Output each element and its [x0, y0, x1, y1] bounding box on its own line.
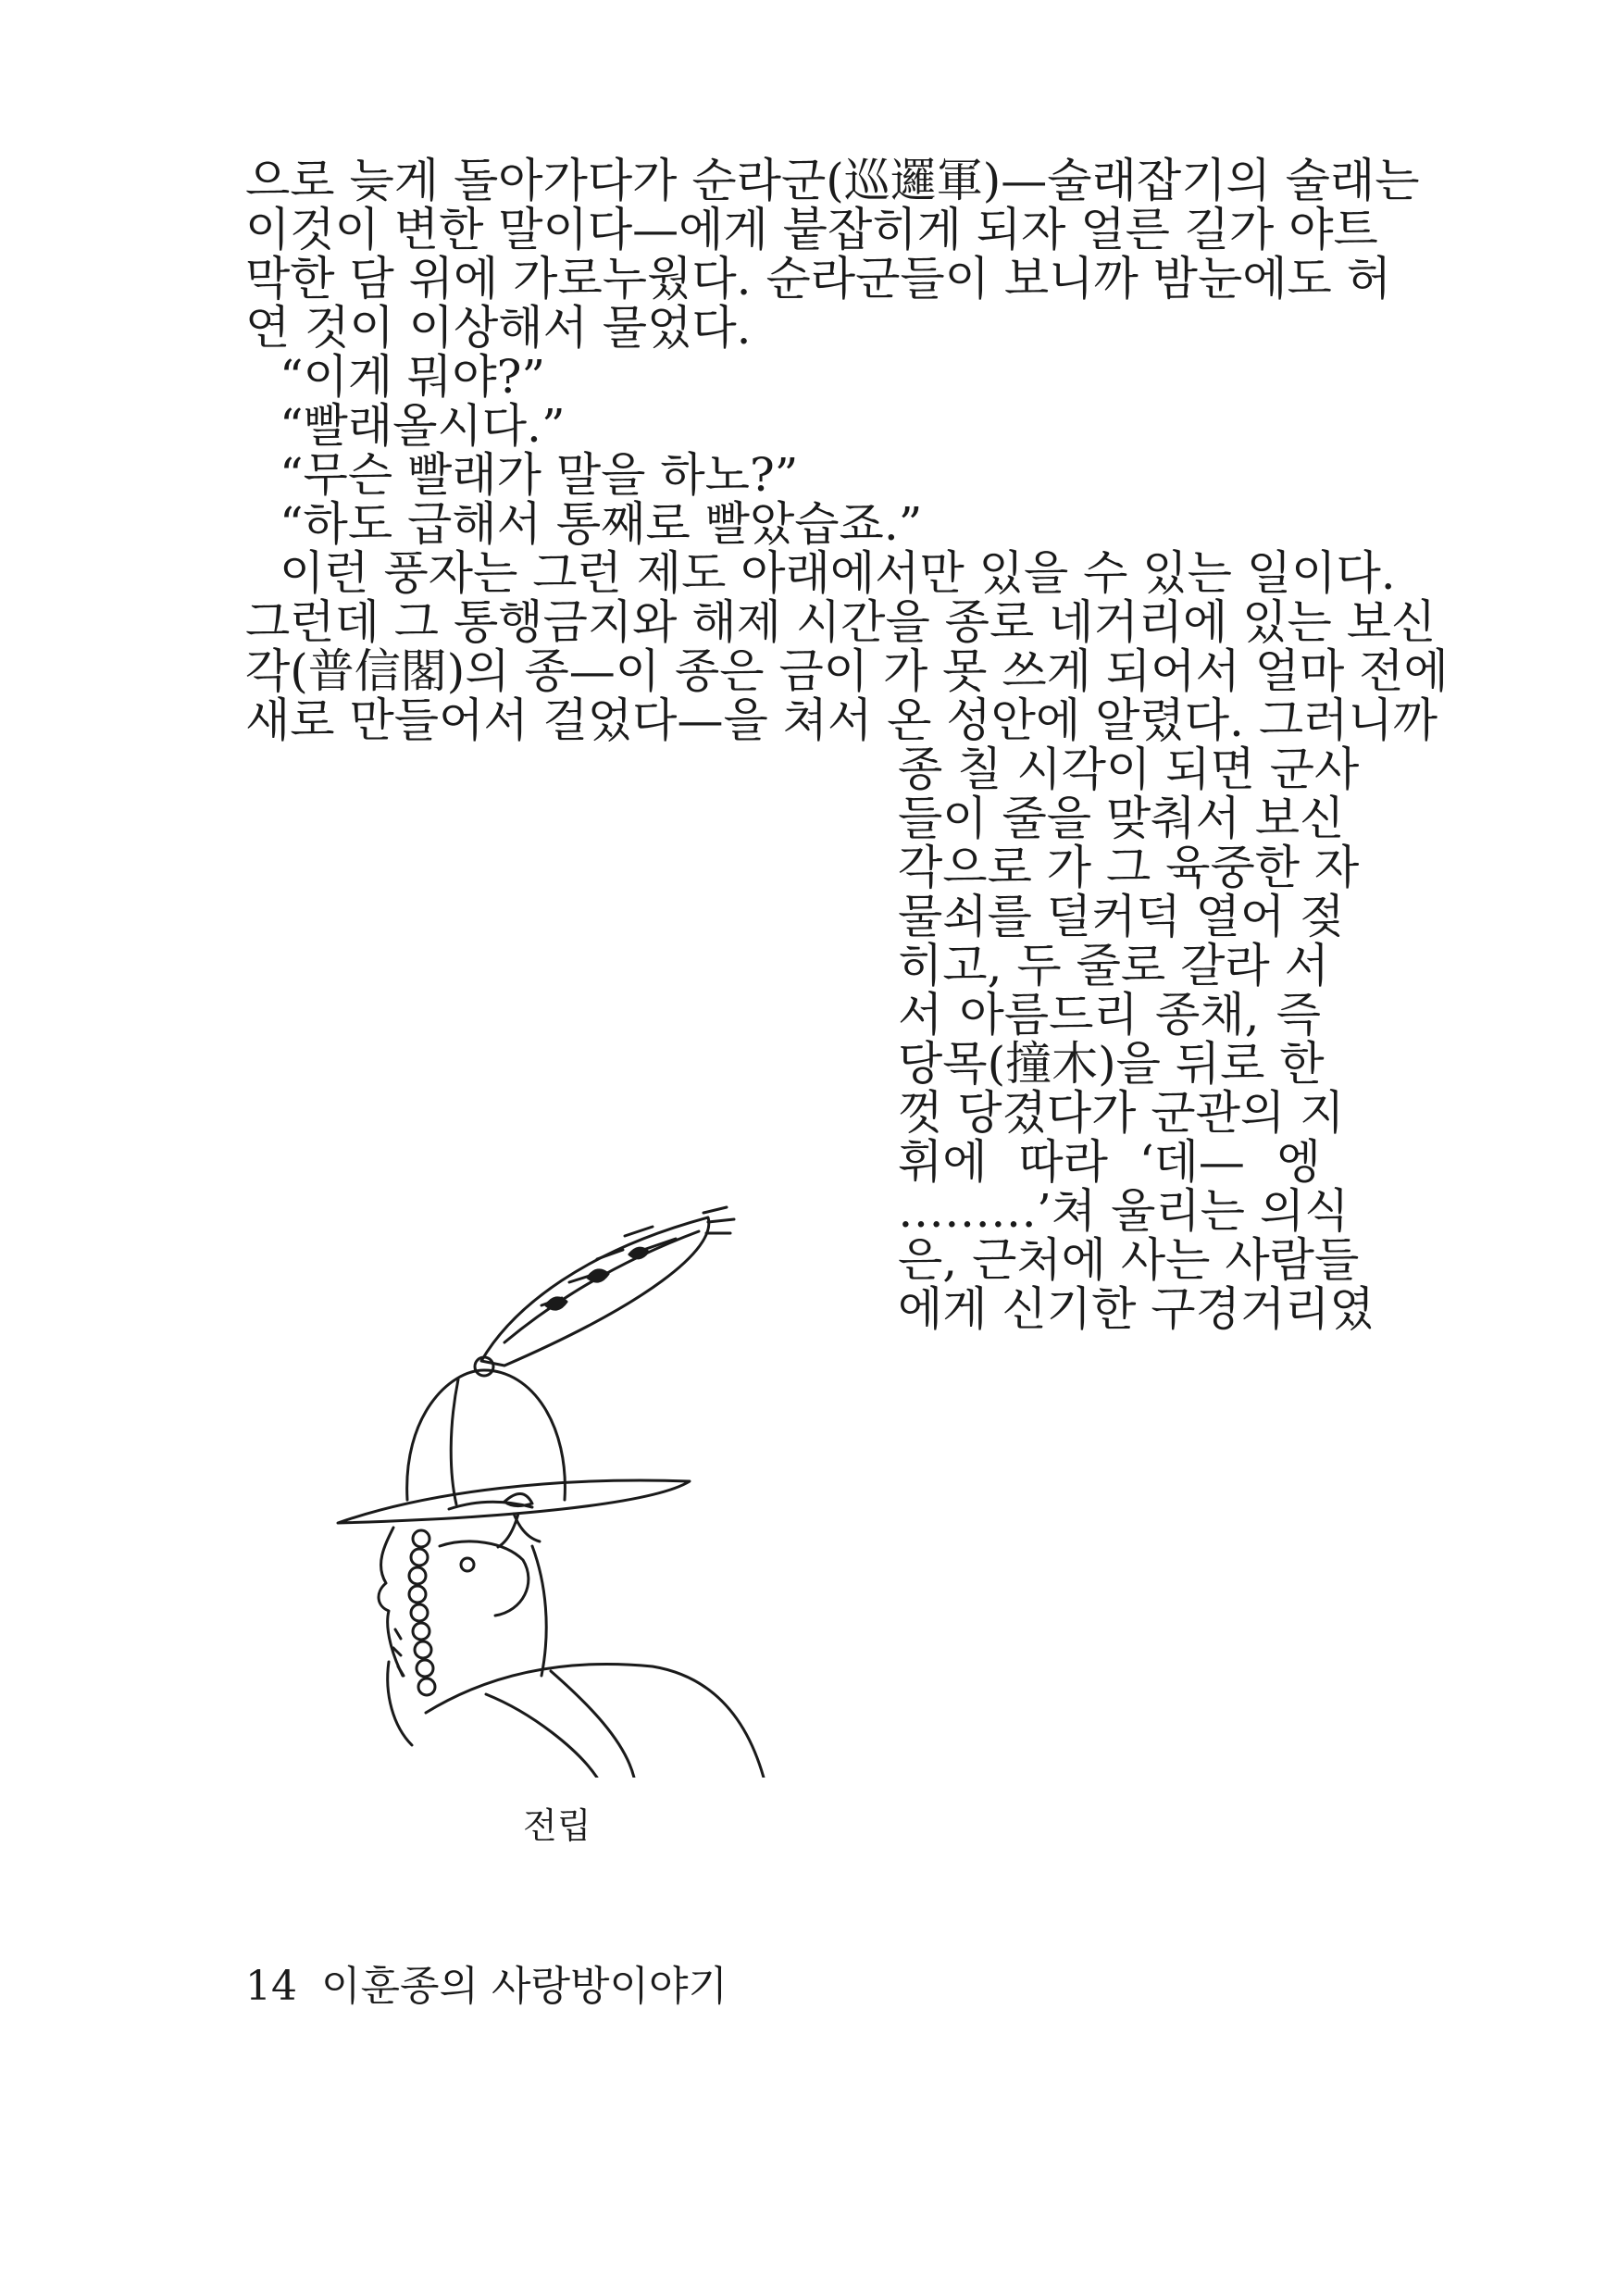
body-line: 물쇠를 덜커덕 열어 젖	[898, 890, 1345, 943]
body-line: 은, 근처에 사는 사람들	[898, 1233, 1360, 1287]
body-line: ………’쳐 울리는 의식	[898, 1184, 1350, 1238]
book-title: 이훈종의 사랑방이야기	[321, 1963, 728, 2010]
body-line: 그런데 그 통행금지와 해제 시간을 종로 네거리에 있는 보신	[245, 595, 1437, 649]
body-line: 이것이 변한 말이다—에게 붙잡히게 되자 얼른 길가 야트	[245, 203, 1378, 256]
body-line: 에게 신기한 구경거리였	[898, 1282, 1375, 1336]
body-line: 껏 당겼다가 군관의 지	[898, 1086, 1345, 1140]
body-line: 서 아름드리 종채, 즉	[898, 988, 1321, 1042]
page-number: 14	[245, 1963, 297, 2010]
dialogue-line: “무슨 빨래가 말을 하노?”	[280, 448, 799, 502]
dialogue-line: “빨래올시다.”	[280, 399, 566, 453]
body-line: 새로 만들어서 걸었다—을 쳐서 온 성안에 알렸다. 그러니까	[245, 693, 1438, 747]
body-line: 휘에 따라 ‘데— 엥	[898, 1135, 1321, 1189]
body-line: 막한 담 위에 가로누웠다. 순라군들이 보니까 밤눈에도 허	[245, 252, 1392, 306]
dialogue-line: “하도 급해서 통째로 빨았습죠.”	[280, 497, 923, 551]
body-line: 히고, 두 줄로 갈라 서	[898, 939, 1329, 992]
figure-caption: 전립	[523, 1805, 591, 1846]
body-line: 종 칠 시각이 되면 군사	[898, 742, 1360, 796]
body-line: 각(普信閣)의 종—이 종은 금이 가 못 쓰게 되어서 얼마 전에	[245, 644, 1449, 698]
page-footer	[245, 1963, 728, 2011]
dialogue-line: “이게 뭐야?”	[280, 350, 546, 404]
body-line: 들이 줄을 맞춰서 보신	[898, 792, 1345, 845]
body-line: 이런 풍자는 그런 제도 아래에서만 있을 수 있는 일이다.	[280, 546, 1396, 600]
body-line: 각으로 가 그 육중한 자	[898, 841, 1360, 894]
body-line: 연 것이 이상해서 물었다.	[245, 301, 752, 355]
jeollip-hat-illustration-icon	[319, 1194, 838, 1778]
body-line: 으로 늦게 돌아가다가 순라군(巡邏軍)—술래잡기의 술래는	[245, 154, 1420, 207]
body-line: 당목(撞木)을 뒤로 한	[898, 1037, 1325, 1091]
